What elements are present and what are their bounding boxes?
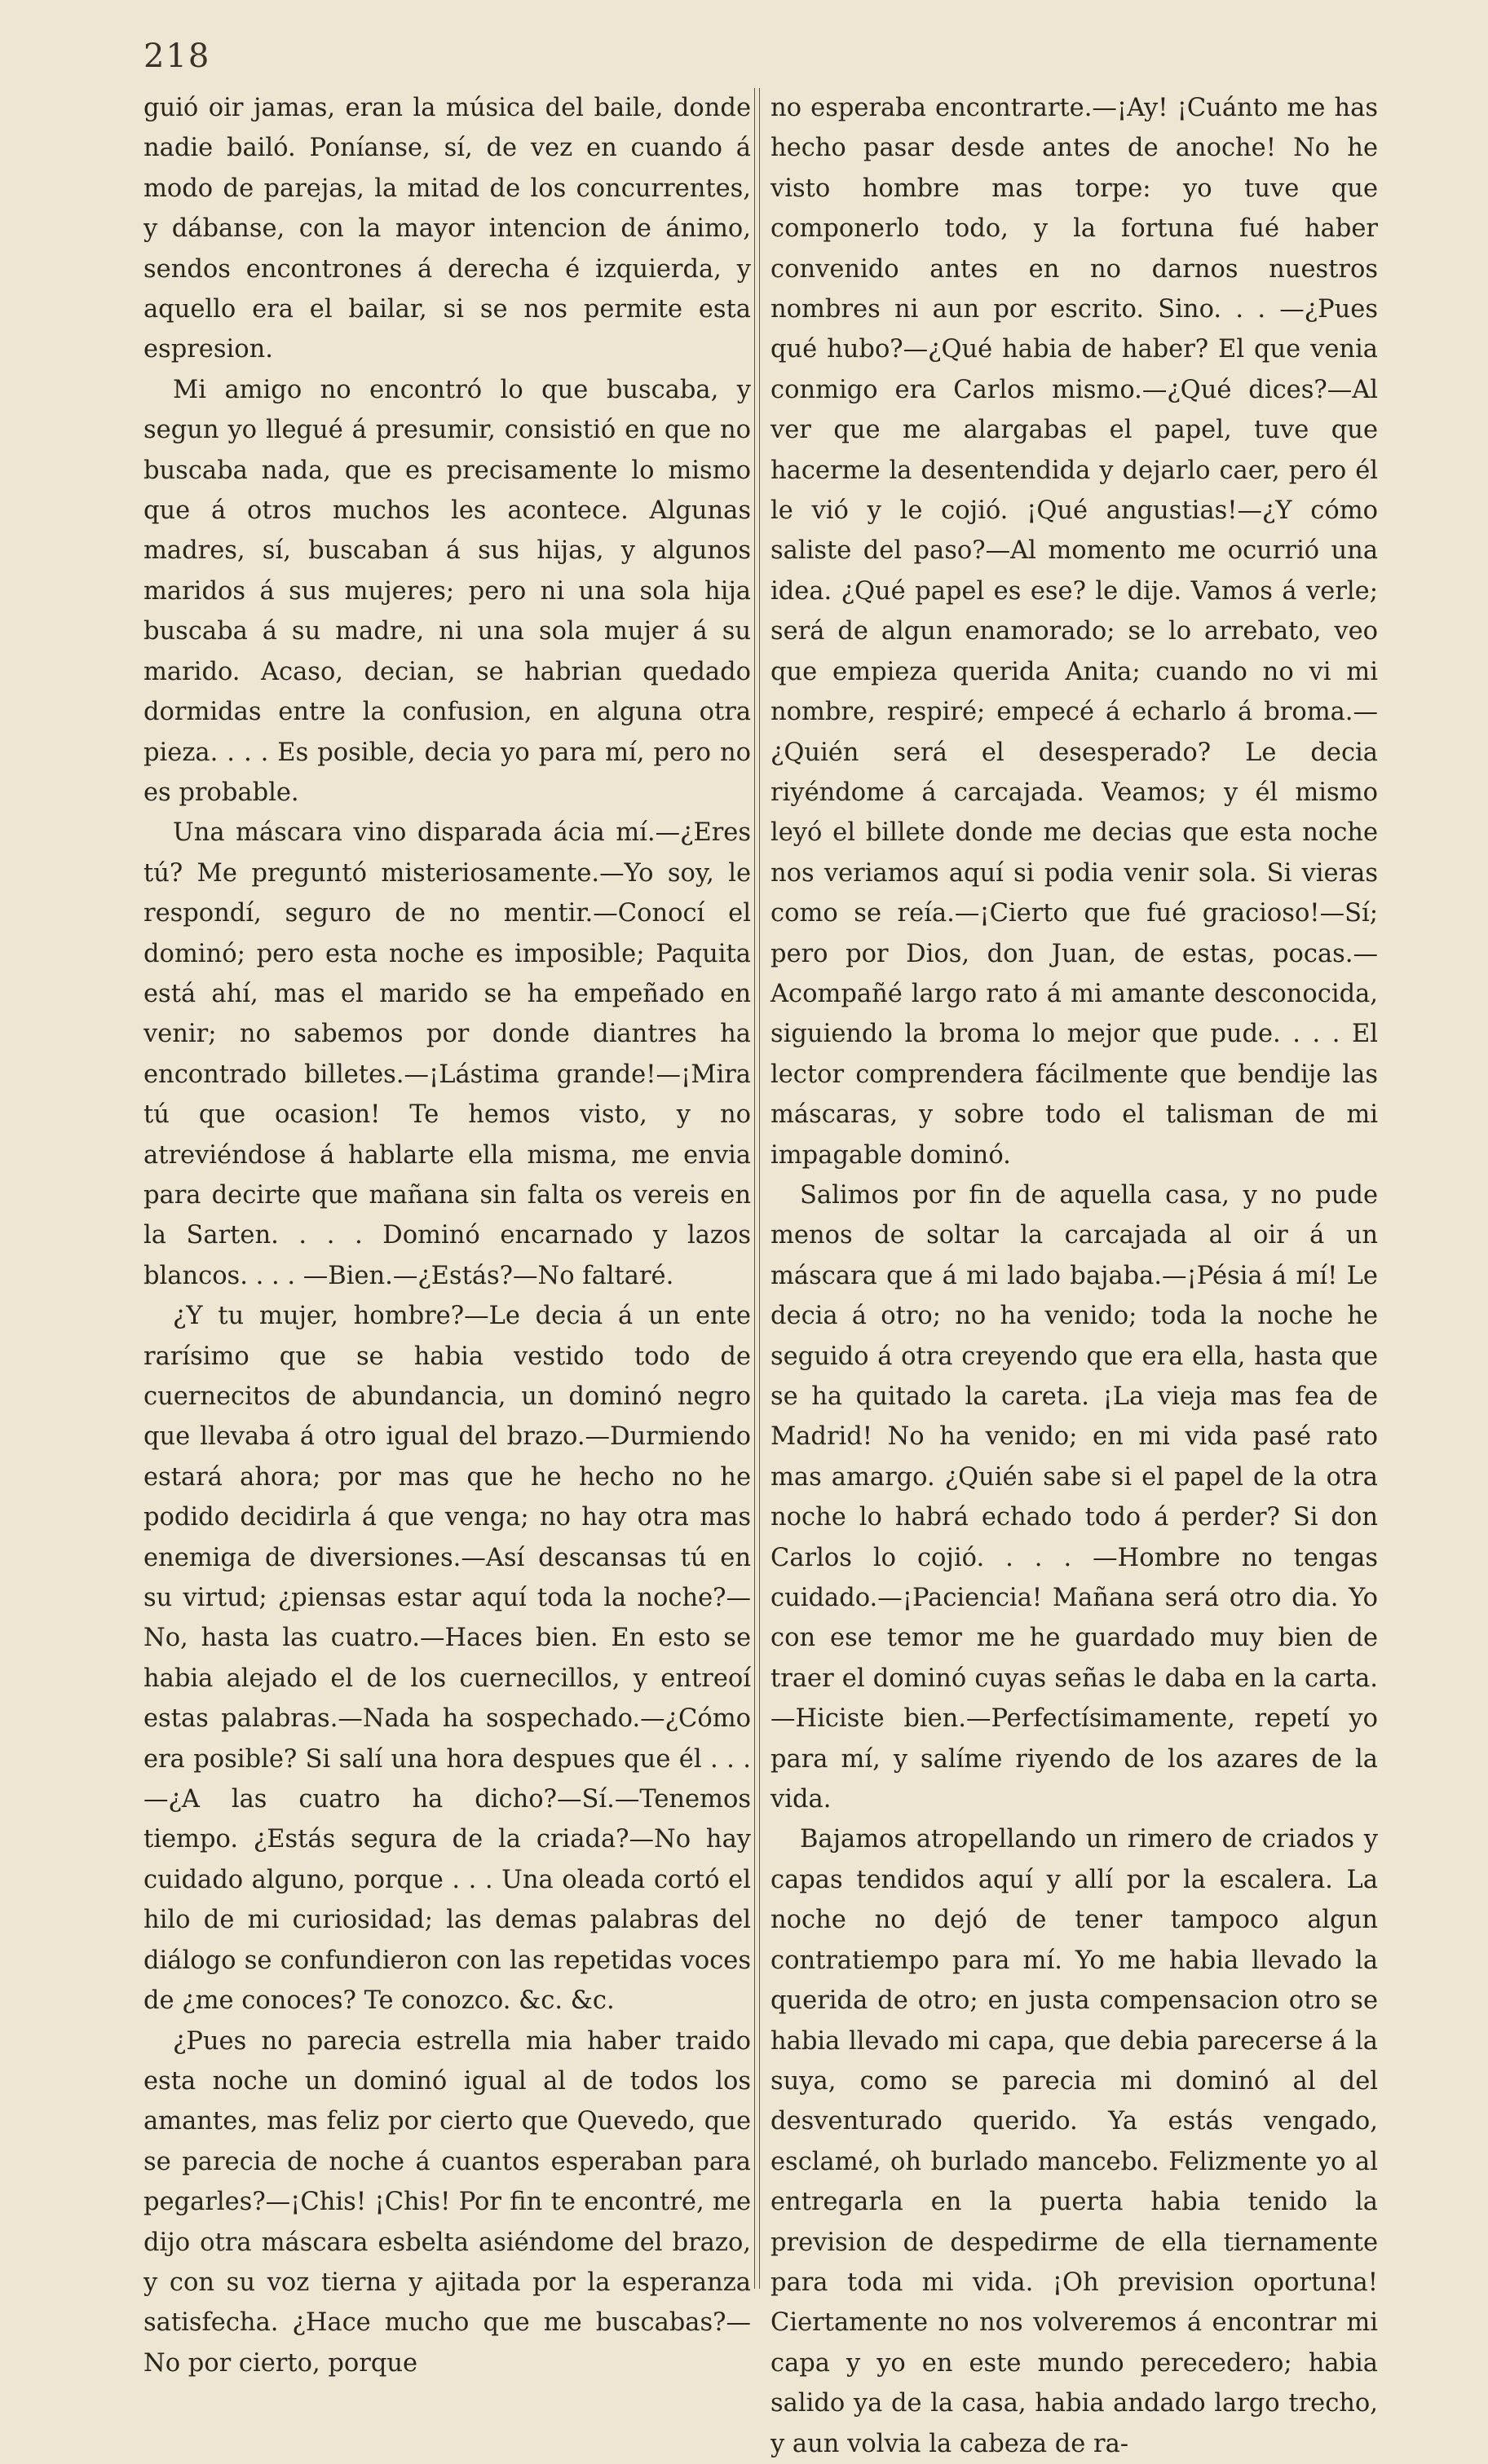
paragraph: Salimos por fin de aquella casa, y no pude menos de soltar la carcajada al oir á un máscara que á mi lado bajaba.—¡Pésia á mí! Le decia á otro; no ha venido; toda la noche he seguido á otra creyendo que era ella, hasta que se ha quitado la careta. ¡La vieja mas fea de Madrid! No ha venido; en mi vida pasé rato mas amargo. ¿Quién sabe si el papel de la otra noche lo habrá echado todo á perder? Si don Carlos lo cojió. . . . —Hombre no tengas cuidado.—¡Paciencia! Mañana será otro dia. Yo con ese temor me he guardado muy bien de traer el dominó cuyas señas le daba en la carta.—Hiciste bien.—Perfectísimamente, repetí yo para mí, y salíme riyendo de los azares de la vida. [770, 1180, 1378, 1814]
page-number: 218 [144, 37, 211, 75]
paragraph: Bajamos atropellando un rimero de criados y capas tendidos aquí y allí por la escalera. La noche no dejó de tener tampoco algun contratiempo para mí. Yo me habia llevado la querida de otro; en justa compensacion otro se habia llevado mi capa, que debia parecerse á la suya, como se parecia mi dominó al del desventurado querido. Ya estás vengado, esclamé, oh burlado mancebo. Felizmente yo al entregarla en la puerta habia tenido la prevision de despedirme de ella tiernamente para toda mi vida. ¡Oh prevision oportuna! Ciertamente no nos volveremos á encontrar mi capa y yo en este mundo perecedero; habia salido ya de la casa, habia andado largo trecho, y aun volvia la cabeza de ra- [770, 1825, 1378, 2458]
paragraph: no esperaba encontrarte.—¡Ay! ¡Cuánto me has hecho pasar desde antes de anoche! No he visto hombre mas torpe: yo tuve que componerlo todo, y la fortuna fué haber convenido antes en no darnos nuestros nombres ni aun por escrito. Sino. . . —¿Pues qué hubo?—¿Qué habia de haber? El que venia conmigo era Carlos mismo.—¿Qué dices?—Al ver que me alargabas el papel, tuve que hacerme la desentendida y dejarlo caer, pero él le vió y le cojió. ¡Qué angustias!—¿Y cómo saliste del paso?—Al momento me ocurrió una idea. ¿Qué papel es ese? le dije. Vamos á verle; será de algun enamorado; se lo arrebato, veo que empieza querida Anita; cuando no vi mi nombre, respiré; empecé á echarlo á broma.—¿Quién será el desesperado? Le decia riyéndome á carcajada. Veamos; y él mismo leyó el billete donde me decias que esta noche nos veriamos aquí si podia venir sola. Si vieras como se reía.—¡Cierto que fué gracioso!—Sí; pero por Dios, don Juan, de estas, pocas.—Acompañé largo rato á mi amante desconocida, siguiendo la broma lo mejor que pude. . . . El lector comprendera fácilmente que bendije las máscaras, y sobre todo el talisman de mi impagable dominó. [770, 94, 1378, 1170]
column-divider [759, 88, 760, 2289]
paragraph: guió oir jamas, eran la música del baile, donde nadie bailó. Poníanse, sí, de vez en cuando á modo de parejas, la mitad de los concurrentes, y dábanse, con la mayor intencion de ánimo, sendos encontrones á derecha é izquierda, y aquello era el bailar, si se nos permite esta espresion. [144, 94, 751, 364]
paragraph: Una máscara vino disparada ácia mí.—¿Eres tú? Me preguntó misteriosamente.—Yo soy, le respondí, seguro de no mentir.—Conocí el dominó; pero esta noche es imposible; Paquita está ahí, mas el marido se ha empeñado en venir; no sabemos por donde diantres ha encontrado billetes.—¡Lástima grande!—¡Mira tú que ocasion! Te hemos visto, y no atreviéndose á hablarte ella misma, me envia para decirte que mañana sin falta os vereis en la Sarten. . . . Dominó encarnado y lazos blancos. . . . —Bien.—¿Estás?—No faltaré. [144, 818, 751, 1290]
paragraph: Mi amigo no encontró lo que buscaba, y segun yo llegué á presumir, consistió en que no buscaba nada, que es precisamente lo mismo que á otros muchos les acontece. Algunas madres, sí, buscaban á sus hijas, y algunos maridos á sus mujeres; pero ni una sola hija buscaba á su madre, ni una sola mujer á su marido. Acaso, decian, se habrian quedado dormidas entre la confusion, en alguna otra pieza. . . . Es posible, decia yo para mí, pero no es probable. [144, 375, 751, 807]
right-column [770, 88, 1378, 2458]
column-divider [754, 88, 755, 2289]
paragraph: ¿Y tu mujer, hombre?—Le decia á un ente rarísimo que se habia vestido todo de cuernecitos de abundancia, un dominó negro que llevaba á otro igual del brazo.—Durmiendo estará ahora; por mas que he hecho no he podido decidirla á que venga; no hay otra mas enemiga de diversiones.—Así descansas tú en su virtud; ¿piensas estar aquí toda la noche?—No, hasta las cuatro.—Haces bien. En esto se habia alejado el de los cuernecillos, y entreoí estas palabras.—Nada ha sospechado.—¿Cómo era posible? Si salí una hora despues que él . . . —¿A las cuatro ha dicho?—Sí.—Tenemos tiempo. ¿Estás segura de la criada?—No hay cuidado alguno, porque . . . Una oleada cortó el hilo de mi curiosidad; las demas palabras del diálogo se confundieron con las repetidas voces de ¿me conoces? Te conozco. &c. &c. [144, 1302, 751, 2016]
paragraph: ¿Pues no parecia estrella mia haber traido esta noche un dominó igual al de todos los amantes, mas feliz por cierto que Quevedo, que se parecia de noche á cuantos esperaban para pegarles?—¡Chis! ¡Chis! Por fin te encontré, me dijo otra máscara esbelta asiéndome del brazo, y con su voz tierna y ajitada por la esperanza satisfecha. ¿Hace mucho que me buscabas?—No por cierto, porque [144, 2026, 751, 2378]
left-column [144, 88, 751, 2378]
